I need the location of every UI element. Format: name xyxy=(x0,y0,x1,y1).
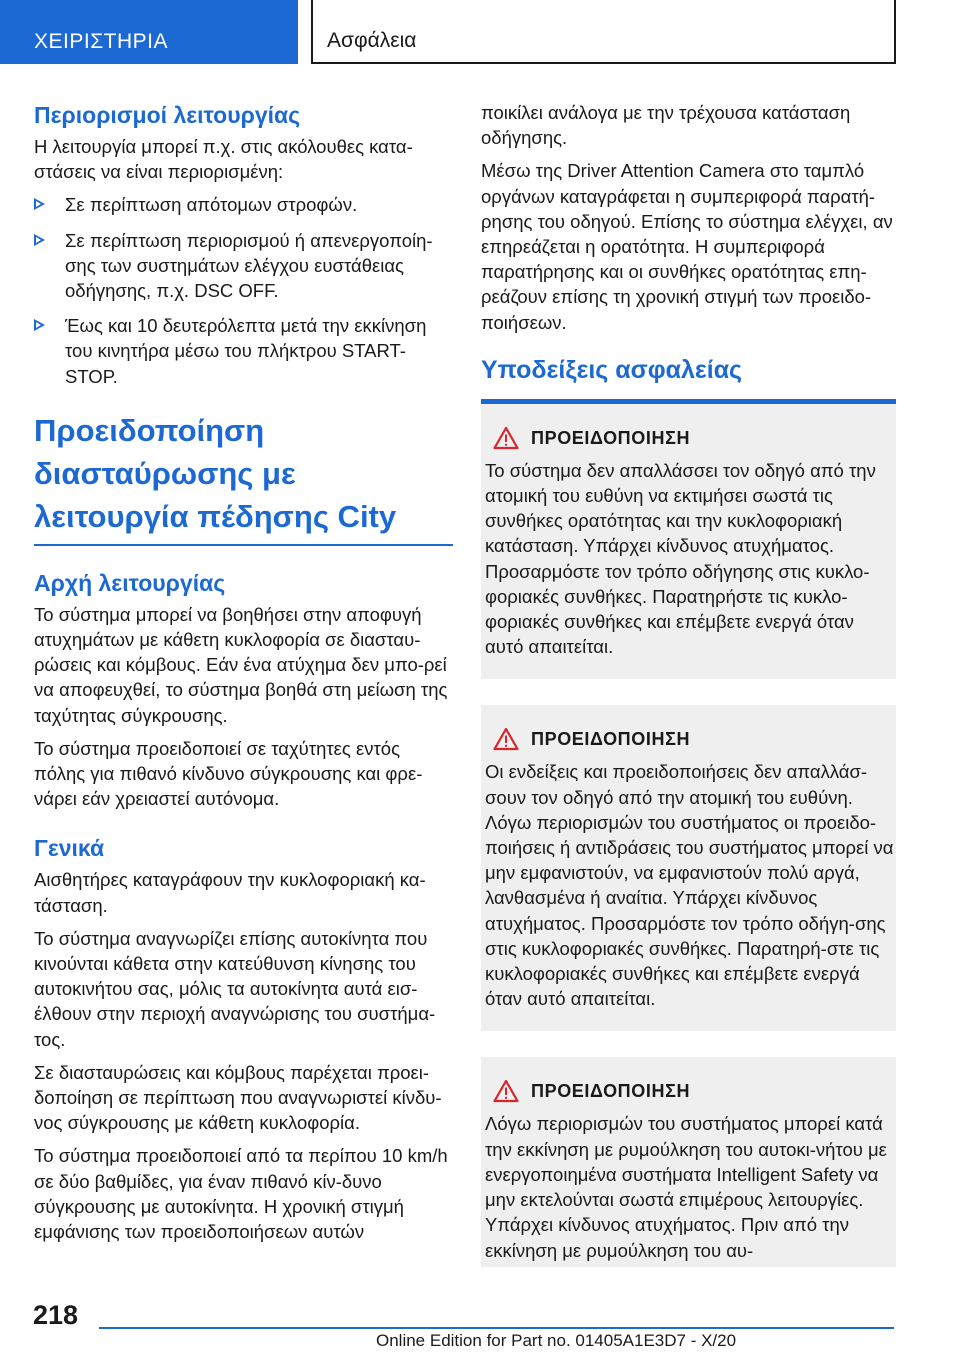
general-paragraph: Το σύστημα αναγνωρίζει επίσης αυτοκίνητα που κινούνται κάθετα στην κατεύθυνση κίνησης του αυτοκινήτου σας, μόλις τα αυτοκίνητα αυτά εισ-έλθουν στην περιοχή αναγνώρισης του συστήμα-τος. xyxy=(34,927,436,1050)
left-column xyxy=(34,100,449,1252)
warning-box xyxy=(481,705,896,1031)
arrow-bullet-icon xyxy=(34,198,45,210)
general-heading: Γενικά xyxy=(34,835,105,862)
chapter-header xyxy=(311,0,896,64)
safety-heading: Υποδείξεις ασφαλείας xyxy=(481,355,743,384)
list-item: Έως και 10 δευτερόλεπτα μετά την εκκίνηση του κινητήρα μέσω του πλήκτρου START-STOP. xyxy=(34,313,449,389)
list-item: Σε περίπτωση περιορισμού ή απενεργοποίη-σης των συστημάτων ελέγχου ευστάθειας οδήγησης, π.χ. DSC OFF. xyxy=(34,228,449,304)
arrow-bullet-icon xyxy=(34,234,45,246)
section-label: ΧΕΙΡΙΣΤΗΡΙΑ xyxy=(34,30,169,53)
warning-label: ΠΡΟΕΙΔΟΠΟΙΗΣΗ xyxy=(531,1081,691,1102)
warning-box xyxy=(481,399,896,680)
arrow-bullet-icon xyxy=(34,319,45,331)
limits-heading: Περιορισμοί λειτουργίας xyxy=(34,102,301,128)
limits-intro: Η λειτουργία μπορεί π.χ. στις ακόλουθες κατα-στάσεις να είναι περιορισμένη: xyxy=(34,136,413,183)
warning-triangle-icon xyxy=(493,727,519,751)
camera-paragraph: Μέσω της Driver Attention Camera στο ταμπλό οργάνων καταγράφεται η συμπεριφορά παρατή-ρησης του οδηγού. Επίσης το σύστημα ελέγχει, αν επηρεάζεται η ορατότητα. Η συμπεριφορά παρατήρησης και οι συνθήκες ορατότητας επη-ρεάζουν επίσης τη χρονική στιγμή των προειδο-ποιήσεων. xyxy=(481,160,893,333)
section-tab[interactable] xyxy=(0,0,298,64)
principle-paragraph: Το σύστημα μπορεί να βοηθήσει στην αποφυγή ατυχημάτων με κάθετη κυκλοφορία σε διασταυ-ρώσεις και κόμβους. Εάν ένα ατύχημα δεν μπο-ρεί να αποφευχθεί, το σύστημα βοηθά στη μείωση της ταχύτητας σύγκρουσης. xyxy=(34,603,448,726)
main-heading: Προειδοποίηση διασταύρωσης με λειτουργία πέδησης City xyxy=(34,409,453,546)
limits-list xyxy=(34,192,449,388)
general-paragraph: Σε διασταυρώσεις και κόμβους παρέχεται προει-δοποίηση σε περίπτωση που αναγνωριστεί κίνδυ-νος σύγκρουσης με κάθετη κυκλοφορία. xyxy=(34,1061,442,1134)
chapter-label: Ασφάλεια xyxy=(327,29,417,52)
warning-text: Λόγω περιορισμών του συστήματος μπορεί κατά την εκκίνηση με ρυμούλκηση του αυτοκι-νήτου με ενεργοποιημένα συστήματα Intelligent Safety να μην εκτελούνται σωστά επιμέρους λειτουργίες. Υπάρχει κίνδυνος ατυχήματος. Πριν από την εκκίνηση με ρυμούλκηση του αυ- xyxy=(485,1113,887,1261)
list-item: Σε περίπτωση απότομων στροφών. xyxy=(34,192,449,217)
general-paragraph: Αισθητήρες καταγράφουν την κυκλοφοριακή κα-τάσταση. xyxy=(34,869,426,916)
page-number: 218 xyxy=(33,1300,79,1330)
right-column xyxy=(481,100,896,1267)
warning-label: ΠΡΟΕΙΔΟΠΟΙΗΣΗ xyxy=(531,427,691,448)
general-paragraph: Το σύστημα προειδοποιεί από τα περίπου 10 km/h σε δύο βαθμίδες, για έναν πιθανό κίν-δυνο σύγκρουσης με αυτοκίνητα. Η χρονική στιγμή εμφάνισης των προειδοποιήσεων αυτών xyxy=(34,1145,448,1243)
continued-paragraph: ποικίλει ανάλογα με την τρέχουσα κατάσταση οδήγησης. xyxy=(481,102,851,149)
warning-triangle-icon xyxy=(493,1079,519,1103)
warning-text: Το σύστημα δεν απαλλάσσει τον οδηγό από την ατομική του ευθύνη να εκτιμήσει σωστά τις συνθήκες ορατότητας και την κυκλοφοριακή κατάσταση. Υπάρχει κίνδυνος ατυχήματος. Προσαρμόστε τον τρόπο οδήγησης στις κυκλο-φοριακές συνθήκες. Παρατηρήστε τις κυκλο-φοριακές συνθήκες και επέμβετε ενεργά όταν αυτό απαιτείται. xyxy=(485,459,876,658)
footer-divider xyxy=(99,1327,894,1329)
warning-label: ΠΡΟΕΙΔΟΠΟΙΗΣΗ xyxy=(531,729,691,750)
principle-paragraph: Το σύστημα προειδοποιεί σε ταχύτητες εντός πόλης για πιθανό κίνδυνο σύγκρουσης και φρε-νάρει εάν χρειαστεί αυτόνομα. xyxy=(34,737,423,810)
warning-text: Οι ενδείξεις και προειδοποιήσεις δεν απαλλάσ-σουν τον οδηγό από την ατομική του ευθύνη. Λόγω περιορισμών του συστήματος οι προειδο-ποιήσεις ή αντιδράσεις του συστήματος μπορεί να μην εμφανιστούν, να εμφανιστούν πολύ αργά, λανθασμένα ή αναίτια. Υπάρχει κίνδυνος ατυχήματος. Προσαρμόστε τον τρόπο οδήγη-σης στις κυκλοφοριακές συνθήκες. Παρατηρή-στε τις κυκλοφοριακές συνθήκες και επέμβετε ενεργά όταν αυτό απαιτείται. xyxy=(485,761,894,1010)
warning-box xyxy=(481,1057,896,1266)
principle-heading: Αρχή λειτουργίας xyxy=(34,569,226,596)
warning-triangle-icon xyxy=(493,426,519,450)
edition-text: Online Edition for Part no. 01405A1E3D7 - X/20 xyxy=(376,1331,737,1350)
